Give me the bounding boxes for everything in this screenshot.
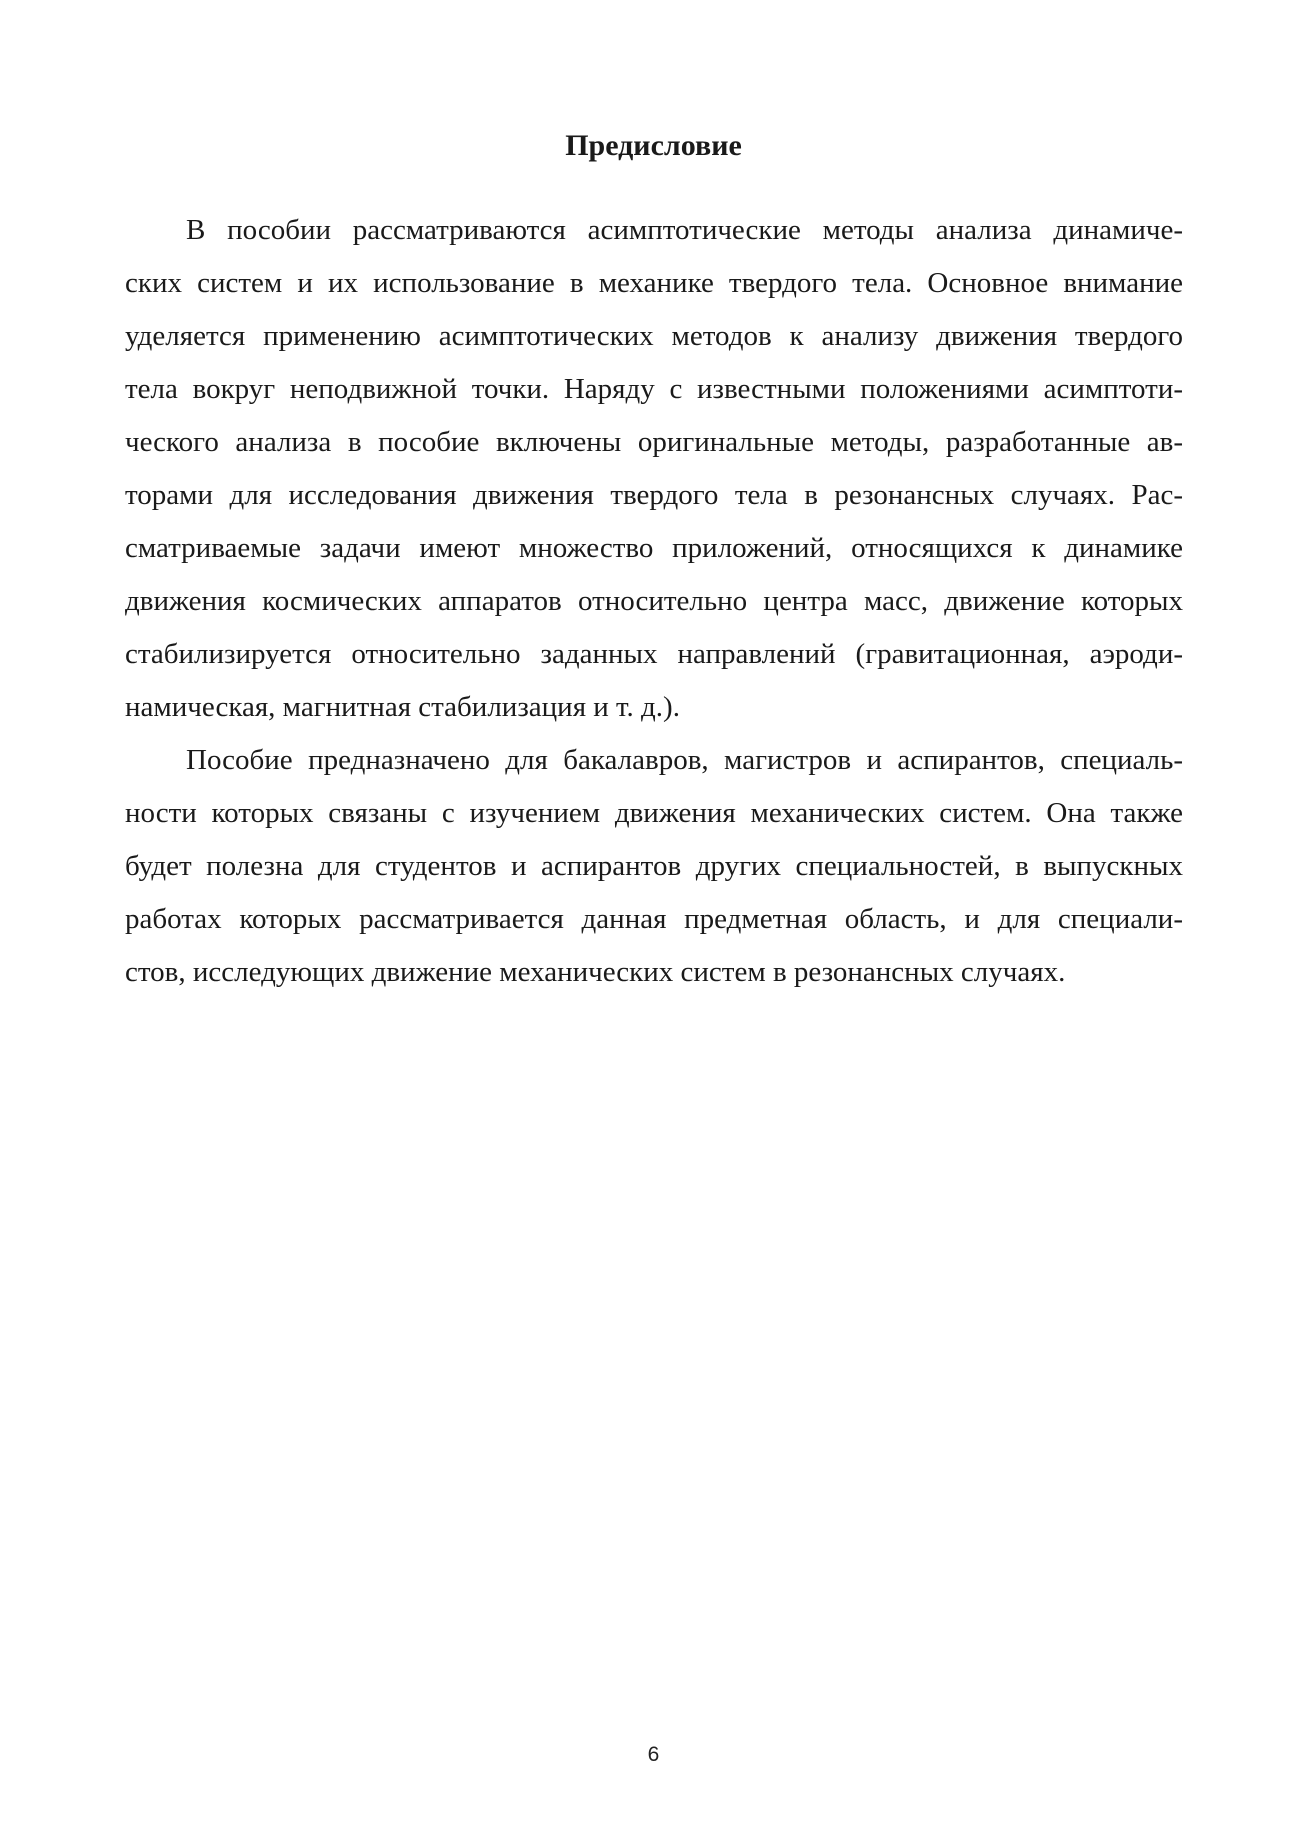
text-line: стов, исследующих движение механических систем в резонансных случаях. (125, 956, 1066, 988)
text-line: ности которых связаны с изучением движения механических систем. Она также (125, 797, 1183, 829)
text-line: Пособие предназначено для бакалавров, магистров и аспирантов, специаль- (186, 744, 1183, 776)
text-line: торами для исследования движения твердого тела в резонансных случаях. Рас- (125, 479, 1183, 511)
text-line: стабилизируется относительно заданных направлений (гравитационная, аэроди- (125, 638, 1183, 670)
text-line: ских систем и их использование в механике твердого тела. Основное внимание (125, 267, 1183, 299)
text-line: тела вокруг неподвижной точки. Наряду с известными положениями асимптоти- (125, 373, 1183, 405)
text-line: будет полезна для студентов и аспирантов других специальностей, в выпускных (125, 850, 1183, 882)
paragraph-1 (125, 204, 1183, 734)
text-line: В пособии рассматриваются асимптотические методы анализа динамиче- (186, 214, 1183, 246)
text-line: ческого анализа в пособие включены оригинальные методы, разработанные ав- (125, 426, 1183, 458)
text-line: намическая, магнитная стабилизация и т. д.). (125, 691, 680, 723)
page-title: Предисловие (565, 129, 742, 162)
text-line: уделяется применению асимптотических методов к анализу движения твердого (125, 320, 1183, 352)
text-line: сматриваемые задачи имеют множество приложений, относящихся к динамике (125, 532, 1183, 564)
body-text (125, 204, 1183, 999)
text-line: работах которых рассматривается данная предметная область, и для специали- (125, 903, 1183, 935)
text-line: движения космических аппаратов относительно центра масс, движение которых (125, 585, 1183, 617)
paragraph-2 (125, 734, 1183, 999)
page-number: 6 (647, 1743, 660, 1766)
